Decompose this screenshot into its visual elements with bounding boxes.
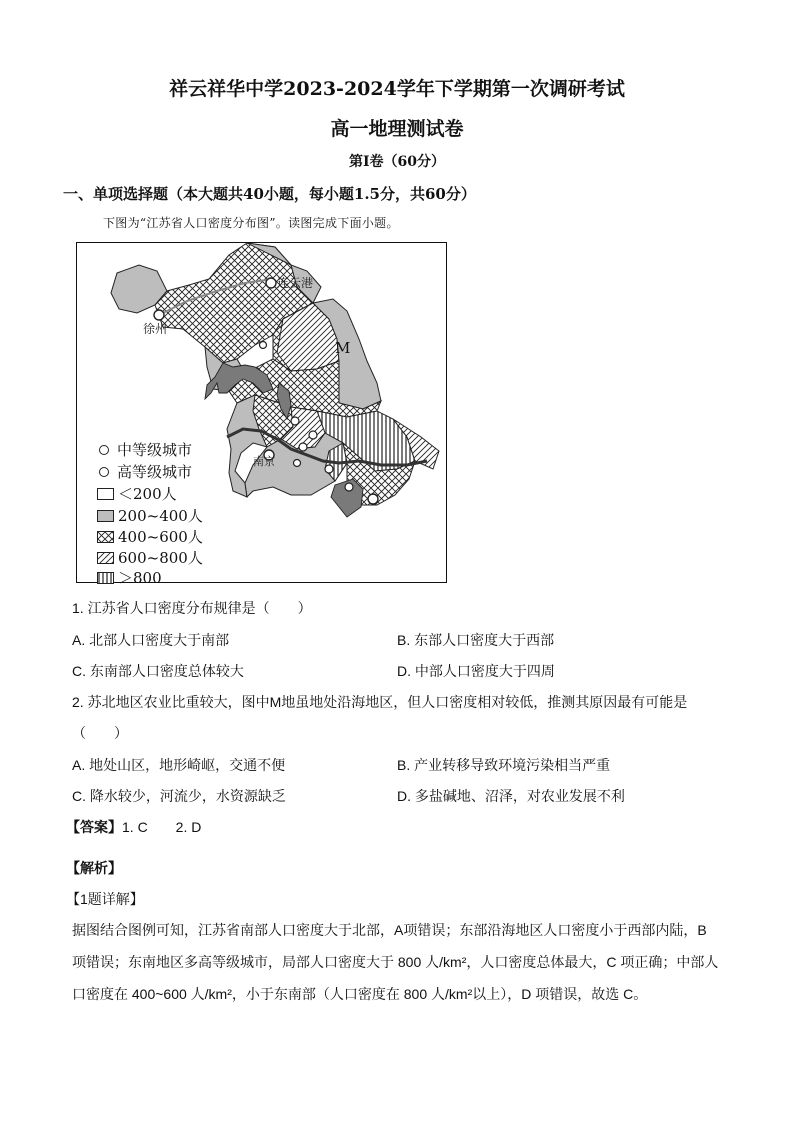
- high-city-icon: [99, 467, 109, 477]
- question-1-option-d: D. 中部人口密度大于四周: [397, 663, 555, 679]
- question-2-stem-cont: （ ）: [72, 725, 128, 741]
- legend-density-2: [97, 505, 203, 526]
- medium-city-icon: [99, 445, 109, 455]
- city-wuxi: [345, 483, 353, 491]
- answer-label: 【答案】: [66, 819, 122, 835]
- question-1-stem: 1. 江苏省人口密度分布规律是（ ）: [72, 600, 312, 616]
- legend-high-city-label: 高等级城市: [117, 463, 193, 481]
- question-2-option-b: B. 产业转移导致环境污染相当严重: [397, 757, 611, 773]
- question-2-option-c: C. 降水较少，河流少，水资源缺乏: [72, 788, 286, 804]
- question-1-option-b: B. 东部人口密度大于西部: [397, 632, 555, 648]
- question-2-option-d: D. 多盐碱地、沼泽，对农业发展不利: [397, 788, 625, 804]
- analysis-q1-label: 【1题详解】: [66, 891, 144, 907]
- city-central-b: [291, 417, 299, 425]
- exam-title: 祥云祥华中学2023-2024学年下学期第一次调研考试: [169, 78, 625, 100]
- white-swatch-icon: [97, 488, 114, 500]
- answer-line: [66, 817, 201, 837]
- legend-density-1: [97, 483, 177, 504]
- legend-density-5-label: ＞800: [118, 569, 162, 587]
- city-central-a: [260, 342, 267, 349]
- question-2-stem: 2. 苏北地区农业比重较大，图中M地虽地处沿海地区，但人口密度相对较低，推测其原因最有可能是: [72, 694, 688, 710]
- gray-swatch-icon: [97, 510, 114, 522]
- legend-medium-city-label: 中等级城市: [117, 441, 193, 459]
- label-xuzhou: 徐州: [143, 322, 168, 336]
- legend-density-4: [97, 547, 203, 568]
- label-nanjing: 南京: [253, 455, 275, 468]
- label-lianyungang: 连云港: [277, 276, 314, 290]
- legend-density-2-label: 200~400人: [118, 507, 203, 525]
- question-1-option-c: C. 东南部人口密度总体较大: [72, 663, 244, 679]
- question-1-option-a: A. 北部人口密度大于南部: [72, 632, 230, 648]
- population-density-map: [76, 242, 447, 587]
- legend-high-city: [97, 461, 192, 482]
- city-zhenjiang: [299, 443, 307, 451]
- legend-density-1-label: ＜200人: [118, 485, 177, 503]
- diagonal-swatch-icon: [97, 552, 114, 564]
- question-intro: 下图为“江苏省人口密度分布图”。读图完成下面小题。: [103, 216, 399, 230]
- legend-medium-city: [97, 439, 192, 460]
- exam-subtitle: 高一地理测试卷: [330, 118, 464, 140]
- crosshatch-swatch-icon: [97, 531, 114, 543]
- legend-density-4-label: 600~800人: [118, 549, 203, 567]
- section-heading: 一、单项选择题（本大题共40小题，每小题1.5分，共60分）: [63, 185, 476, 203]
- city-south: [294, 460, 301, 467]
- legend-density-3-label: 400~600人: [118, 528, 203, 546]
- legend-density-5: [97, 567, 162, 588]
- question-2-option-a: A. 地处山区，地形崎岖，交通不便: [72, 757, 286, 773]
- analysis-label: 【解析】: [66, 860, 122, 876]
- analysis-line-3: 口密度在 400~600 人/km²，小于东南部（人口密度在 800 人/km²以上），D 项错误，故选 C。: [72, 986, 648, 1002]
- legend-density-3: [97, 526, 203, 547]
- city-lianyungang: [266, 278, 276, 288]
- city-changzhou: [325, 465, 333, 473]
- vertical-swatch-icon: [97, 572, 114, 584]
- answer-text: 1. C 2. D: [122, 819, 202, 835]
- city-xuzhou: [154, 310, 164, 320]
- label-m: M: [335, 339, 351, 357]
- city-central-c: [309, 431, 317, 439]
- city-suzhou: [368, 494, 378, 504]
- part-heading: 第Ⅰ卷（60分）: [348, 154, 446, 170]
- analysis-line-2: 项错误；东南地区多高等级城市，局部人口密度大于 800 人/km²，人口密度总体最大，C 项正确；中部人: [72, 954, 719, 970]
- analysis-line-1: 据图结合图例可知，江苏省南部人口密度大于北部，A项错误；东部沿海地区人口密度小于西部内陆，B: [72, 922, 707, 938]
